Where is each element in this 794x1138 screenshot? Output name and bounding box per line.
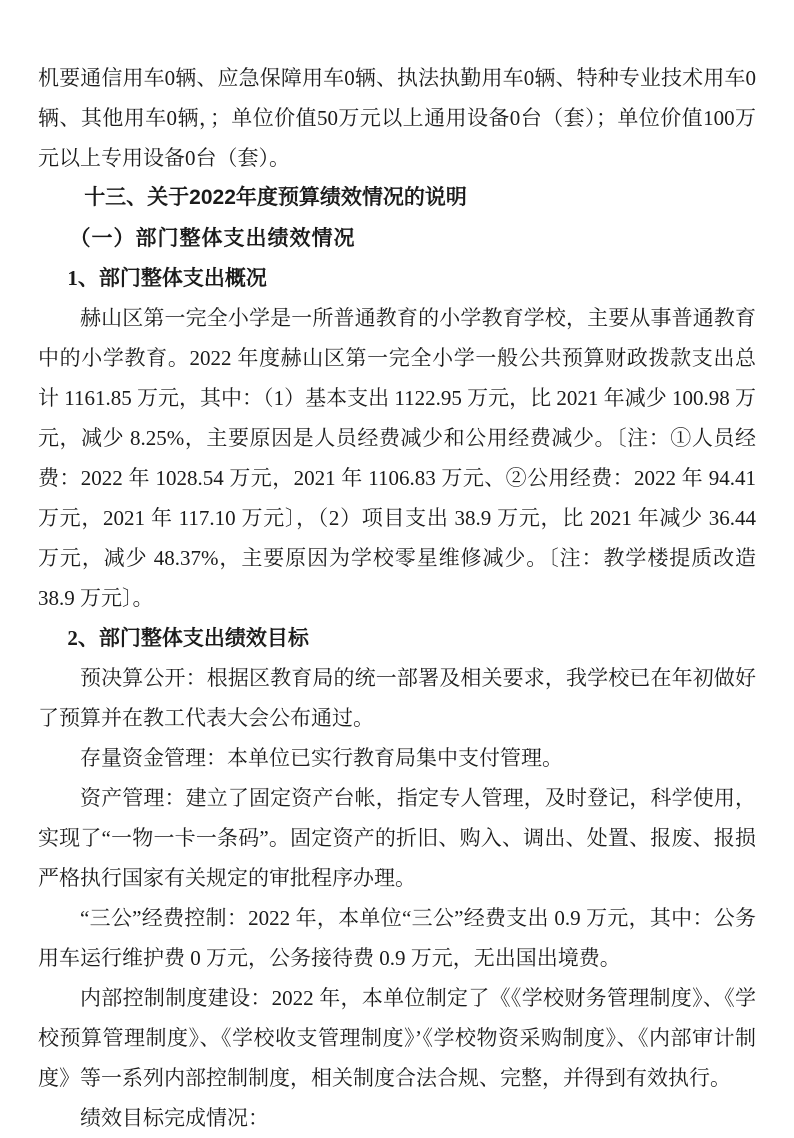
- subsection-heading-overall-performance: （一）部门整体支出绩效情况: [69, 226, 356, 250]
- paragraph-three-public-expenses: “三公”经费控制：2022 年，本单位“三公”经费支出 0.9 万元，其中：公务用车运行维护费 0 万元，公务接待费 0.9 万元，无出国出境费。: [38, 906, 756, 970]
- paragraph-asset-management: 资产管理：建立了固定资产台帐，指定专人管理，及时登记，科学使用，实现了“一物一卡一条码”。固定资产的折旧、购入、调出、处置、报废、报损严格执行国家有关规定的审批程序办理。: [38, 786, 756, 890]
- paragraph-budget-disclosure: 预决算公开：根据区教育局的统一部署及相关要求，我学校已在年初做好了预算并在教工代表大会公布通过。: [38, 666, 756, 730]
- paragraph-vehicles-equipment: 机要通信用车0辆、应急保障用车0辆、执法执勤用车0辆、特种专业技术用车0辆、其他用车0辆，；单位价值50万元以上通用设备0台（套）；单位价值100万元以上专用设备0台（套）。: [38, 66, 756, 170]
- numbered-heading-performance-goals: 2、部门整体支出绩效目标: [67, 626, 309, 650]
- paragraph-expenditure-overview: 赫山区第一完全小学是一所普通教育的小学教育学校，主要从事普通教育中的小学教育。2022 年度赫山区第一完全小学一般公共预算财政拨款支出总计 1161.85 万元，其中：（1）基本支出 1122.95 万元，比 2021 年减少 100.98 万元，减少 8.25%，主要原因是人员经费减少和公用经费减少。〔注：①人员经费：2022 年 1028.54 万元，2021 年 1106.83 万元、②公用经费：2022 年 94.41 万元，2021 年 117.10 万元〕，（2）项目支出 38.9 万元，比 2021 年减少 36.44 万元，减少 48.37%，主要原因为学校零星维修减少。〔注：教学楼提质改造 38.9 万元〕。: [38, 306, 756, 610]
- numbered-heading-expenditure-overview: 1、部门整体支出概况: [67, 266, 267, 290]
- section-heading-13: 十三、关于2022年度预算绩效情况的说明: [84, 186, 467, 209]
- paragraph-internal-control: 内部控制制度建设：2022 年，本单位制定了《《学校财务管理制度》、《学校预算管理制度》、《学校收支管理制度》’《学校物资采购制度》、《内部审计制度》等一系列内部控制制度，相关制度合法合规、完整，并得到有效执行。: [38, 986, 756, 1090]
- paragraph-performance-completion: 绩效目标完成情况：: [80, 1106, 269, 1130]
- paragraph-fund-management: 存量资金管理：本单位已实行教育局集中支付管理。: [80, 746, 563, 770]
